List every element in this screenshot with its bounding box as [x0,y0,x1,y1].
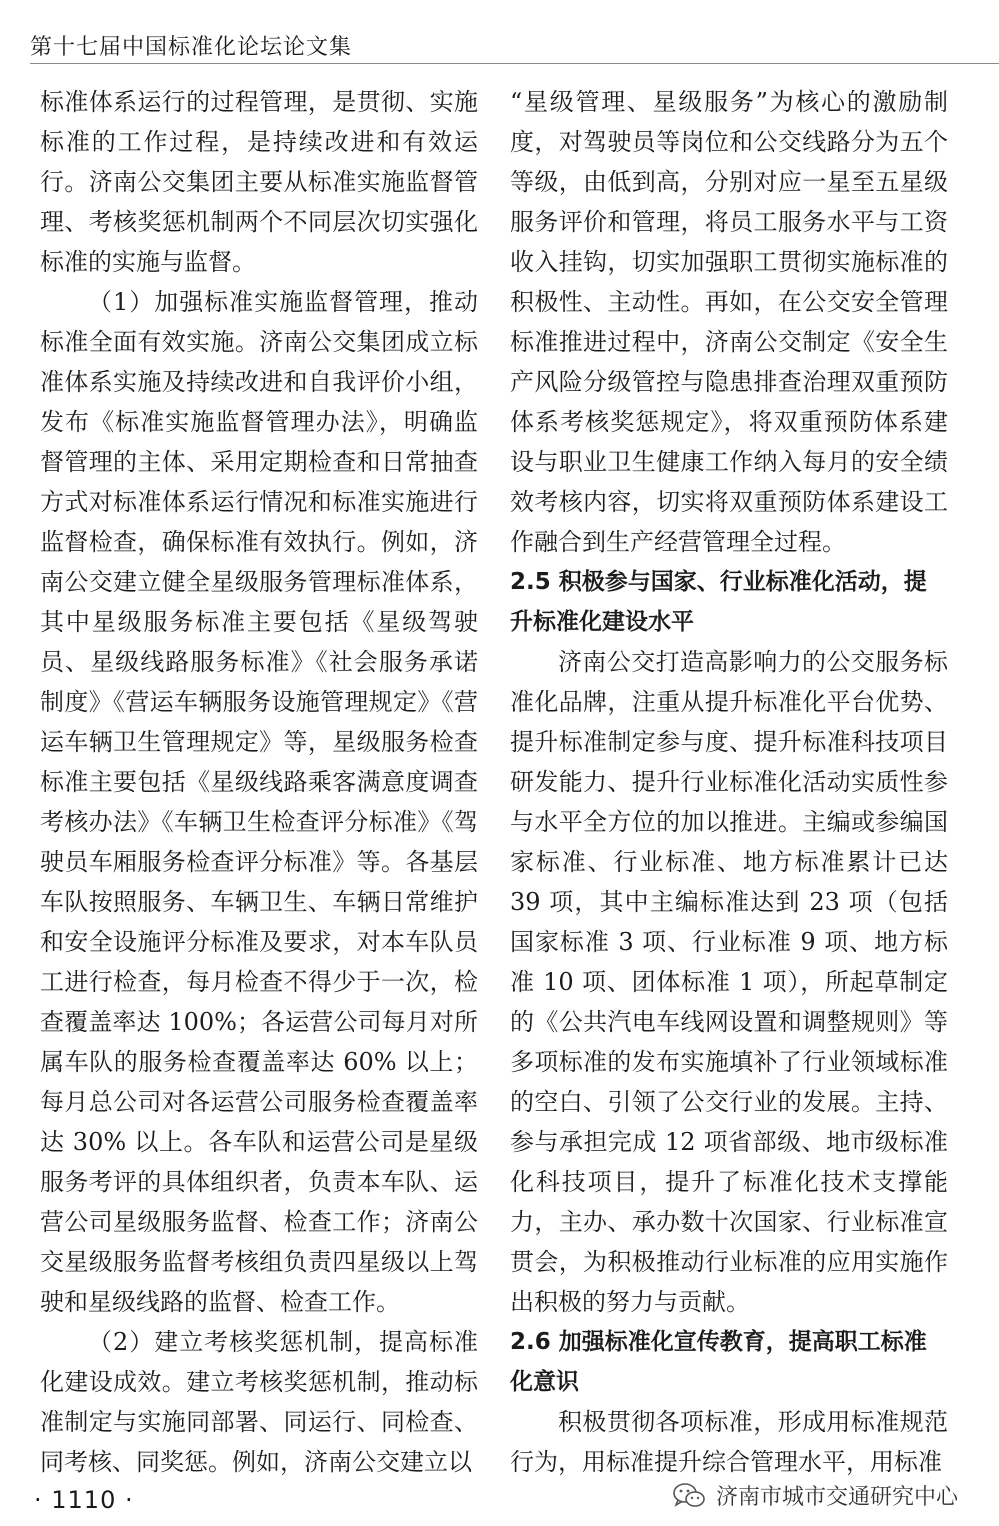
paragraph: 济南公交打造高影响力的公交服务标准化品牌，注重从提升标准化平台优势、提升标准制定参与度、提升标准科技项目研发能力、提升行业标准化活动实质性参与水平全方位的加以推进。主编或参编国家标准、行业标准、地方标准累计已达 39 项，其中主编标准达到 23 项（包括国家标准 3 项、行业标准 9 项、地方标准 10 项、团体标准 1 项），所起草制定的《公共汽电车线网设置和调整规则》等多项标准的发布实施填补了行业领域标准的空白、引领了公交行业的发展。主持、参与承担完成 12 项省部级、地市级标准化科技项目，提升了标准化技术支撑能力，主办、承办数十次国家、行业标准宣贯会，为积极推动行业标准的应用实施作出积极的努力与贡献。 [510,648,948,1316]
watermark-text: 济南市城市交通研究中心 [716,1485,959,1510]
section-heading-2-6: 2.6 加强标准化宣传教育，提高职工标准化意识 [510,1329,927,1395]
page-number: · 1110 · [34,1486,134,1514]
paragraph: 标准体系运行的过程管理，是贯彻、实施标准的工作过程，是持续改进和有效运行。济南公交集团主要从标准实施监督管理、考核奖惩机制两个不同层次切实强化标准的实施与监督。 [40,88,478,276]
paragraph: 积极贯彻各项标准，形成用标准规范行为，用标准提升综合管理水平，用标准 [510,1408,948,1476]
right-column [510,82,948,1482]
header-divider [30,63,999,64]
running-header: 第十七届中国标准化论坛论文集 [30,35,353,60]
left-column [40,82,478,1482]
section-heading-2-5: 2.5 积极参与国家、行业标准化活动，提升标准化建设水平 [510,569,927,635]
wechat-icon [672,1482,706,1510]
paragraph: （2）建立考核奖惩机制，提高标准化建设成效。建立考核奖惩机制，推动标准制定与实施同部署、同运行、同检查、同考核、同奖惩。例如，济南公交建立以 [40,1328,478,1476]
paragraph: （1）加强标准实施监督管理，推动标准全面有效实施。济南公交集团成立标准体系实施及持续改进和自我评价小组，发布《标准实施监督管理办法》，明确监督管理的主体、采用定期检查和日常抽查方式对标准体系运行情况和标准实施进行监督检查，确保标准有效执行。例如，济南公交建立健全星级服务管理标准体系，其中星级服务标准主要包括《星级驾驶员、星级线路服务标准》《社会服务承诺制度》《营运车辆服务设施管理规定》《营运车辆卫生管理规定》等，星级服务检查标准主要包括《星级线路乘客满意度调查考核办法》《车辆卫生检查评分标准》《驾驶员车厢服务检查评分标准》等。各基层车队按照服务、车辆卫生、车辆日常维护和安全设施评分标准及要求，对本车队员工进行检查，每月检查不得少于一次，检查覆盖率达 100%；各运营公司每月对所属车队的服务检查覆盖率达 60% 以上；每月总公司对各运营公司服务检查覆盖率达 30% 以上。各车队和运营公司是星级服务考评的具体组织者，负责本车队、运营公司星级服务监督、检查工作；济南公交星级服务监督考核组负责四星级以上驾驶和星级线路的监督、检查工作。 [40,288,478,1316]
paragraph: “星级管理、星级服务”为核心的激励制度，对驾驶员等岗位和公交线路分为五个等级，由低到高，分别对应一星至五星级服务评价和管理，将员工服务水平与工资收入挂钩，切实加强职工贯彻实施标准的积极性、主动性。再如，在公交安全管理标准推进过程中，济南公交制定《安全生产风险分级管控与隐患排查治理双重预防体系考核奖惩规定》，将双重预防体系建设与职业卫生健康工作纳入每月的安全绩效考核内容，切实将双重预防体系建设工作融合到生产经营管理全过程。 [510,88,948,556]
watermark [672,1480,958,1511]
